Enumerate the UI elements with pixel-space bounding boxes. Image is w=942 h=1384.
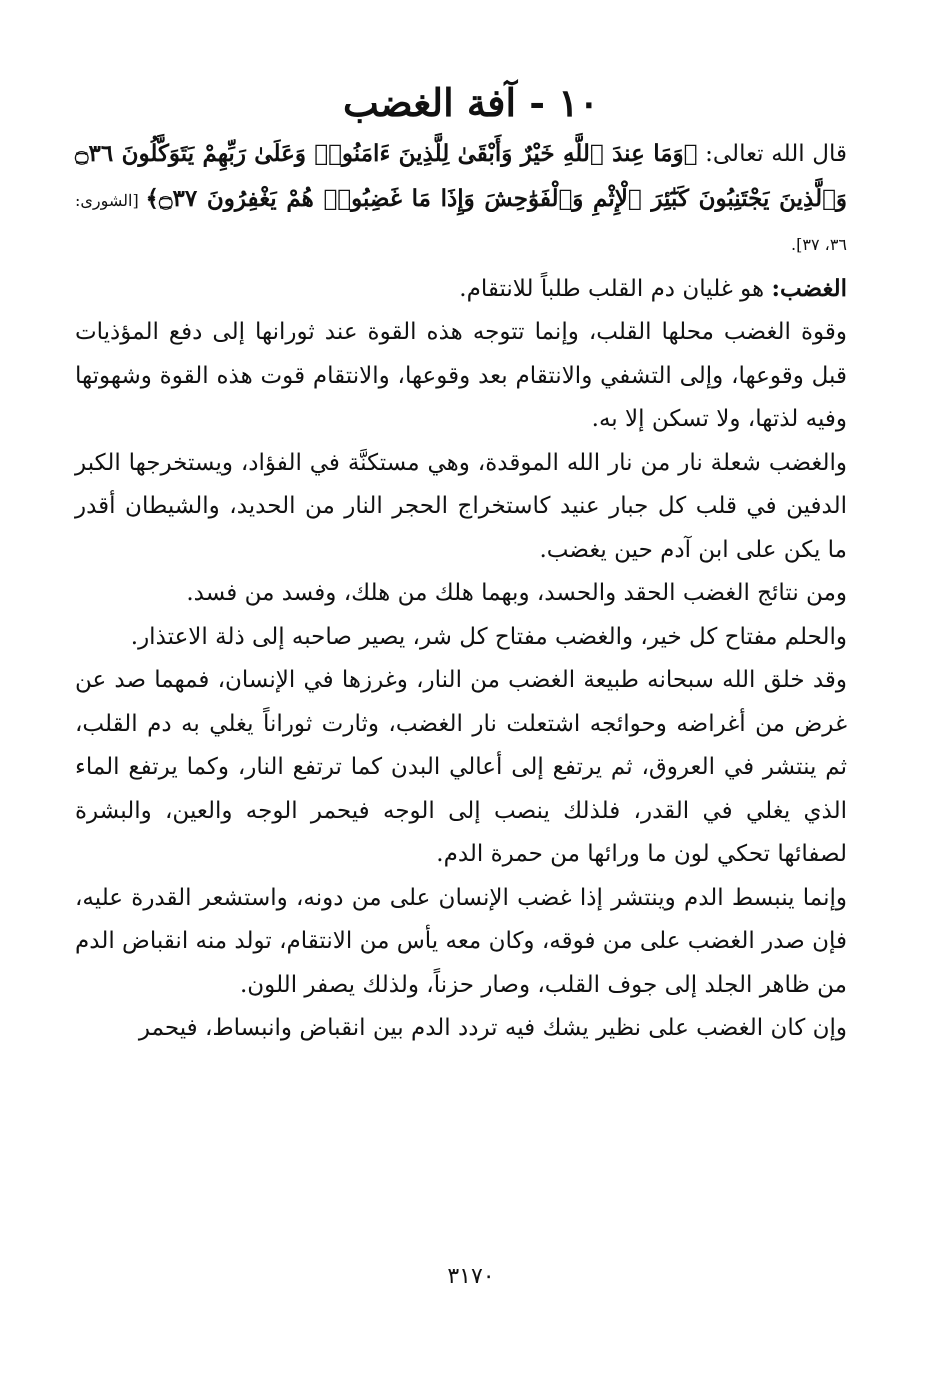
chapter-title: ١٠ - آفة الغضب <box>342 80 600 126</box>
verse-reference: [الشورى: ٣٦، ٣٧]. <box>75 190 847 254</box>
definition-term: الغضب: <box>771 274 847 302</box>
quran-quote-paragraph <box>75 132 847 267</box>
paragraph: والغضب شعلة نار من نار الله الموقدة، وهي مستكنَّة في الفؤاد، ويستخرجها الكبر الدفين في قلب كل جبار عنيد كاستخراج الحجر النار من الحديد، والشيطان أقدر ما يكن على ابن آدم حين يغضب. <box>75 449 847 563</box>
paragraph: وقوة الغضب محلها القلب، وإنما تتوجه هذه القوة عند ثورانها إلى دفع المؤذيات قبل وقوعها، وإلى التشفي والانتقام بعد وقوعها، والانتقام قوت هذه القوة وشهوتها وفيه لذتها، ولا تسكن إلا به. <box>75 319 847 432</box>
quran-verse: ﴿وَمَا عِندَ ٱللَّهِ خَيْرٌ وَأَبْقَىٰ لِلَّذِينَ ءَامَنُوا۟ وَعَلَىٰ رَبِّهِمْ يَتَوَكَّلُونَ ۝٣٦ وَٱلَّذِينَ يَجْتَنِبُونَ كَبَٰٓئِرَ ٱلْإِثْمِ وَٱلْفَوَٰحِشَ وَإِذَا مَا غَضِبُوا۟ هُمْ يَغْفِرُونَ ۝٣٧﴾ <box>75 140 847 212</box>
body-text <box>75 132 847 1051</box>
paragraph: ومن نتائج الغضب الحقد والحسد، وبهما هلك من هلك، وفسد من فسد. <box>186 580 847 606</box>
quote-intro: قال الله تعالى: <box>697 141 847 167</box>
paragraph: وقد خلق الله سبحانه طبيعة الغضب من النار، وغرزها في الإنسان، فمهما صد عن غرض من أغراضه وحوائجه اشتعلت نار الغضب، وثارت ثوراناً يغلي به دم القلب، ثم ينتشر في العروق، ثم يرتفع إلى أعالي البدن كما ترتفع النار، وكما يرتفع الماء الذي يغلي في القدر، فلذلك ينصب إلى الوجه فيحمر الوجه والعين، والبشرة لصفائها تحكي لون ما ورائها من حمرة الدم. <box>75 667 847 867</box>
page-number: ٣١٧٠ <box>447 1264 495 1289</box>
definition-paragraph <box>75 267 847 312</box>
paragraph: وإنما ينبسط الدم وينتشر إذا غضب الإنسان على من دونه، واستشعر القدرة عليه، فإن صدر الغضب على من فوقه، وكان معه يأس من الانتقام، تولد منه انقباض الدم من ظاهر الجلد إلى جوف القلب، وصار حزناً، ولذلك يصفر اللون. <box>75 884 847 998</box>
paragraph: وإن كان الغضب على نظير يشك فيه تردد الدم بين انقباض وانبساط، فيحمر <box>138 1015 847 1041</box>
paragraph: والحلم مفتاح كل خير، والغضب مفتاح كل شر، يصير صاحبه إلى ذلة الاعتذار. <box>130 623 847 650</box>
definition-text: هو غليان دم القلب طلباً للانتقام. <box>459 275 772 302</box>
